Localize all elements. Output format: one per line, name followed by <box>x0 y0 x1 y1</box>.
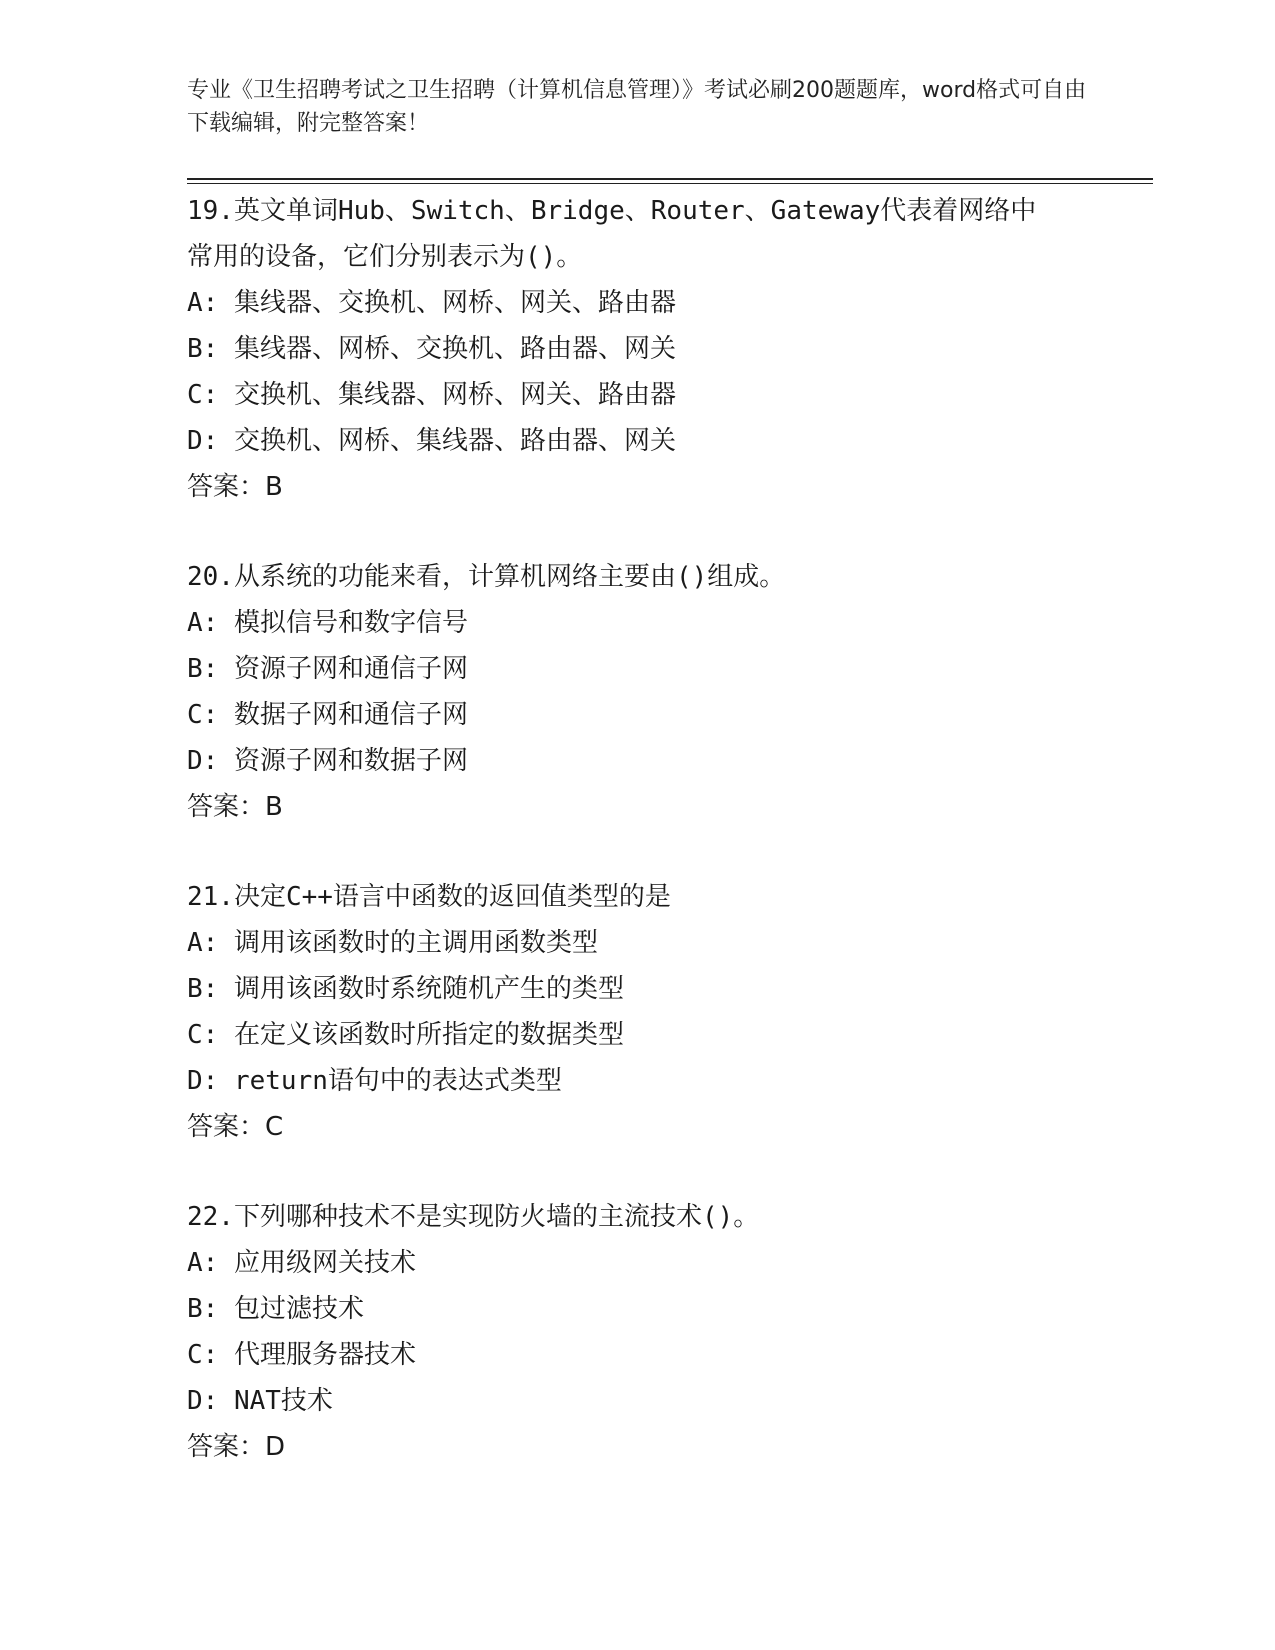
answer-label: 答案：D <box>187 1432 286 1462</box>
option-a: A: 调用该函数时的主调用函数类型 <box>187 928 598 958</box>
option-d: D: 交换机、网桥、集线器、路由器、网关 <box>187 426 676 456</box>
option-d: D: NAT技术 <box>187 1386 333 1416</box>
question-title: 22.下列哪种技术不是实现防火墙的主流技术()。 <box>187 1202 760 1232</box>
option-c: C: 代理服务器技术 <box>187 1340 416 1370</box>
question-19 <box>187 188 1087 510</box>
option-d: D: return语句中的表达式类型 <box>187 1066 562 1096</box>
option-b: B: 包过滤技术 <box>187 1294 364 1324</box>
option-a: A: 模拟信号和数字信号 <box>187 608 468 638</box>
question-20 <box>187 554 1087 830</box>
option-c: C: 交换机、集线器、网桥、网关、路由器 <box>187 380 676 410</box>
question-title: 21.决定C++语言中函数的返回值类型的是 <box>187 882 671 912</box>
document-header: 专业《卫生招聘考试之卫生招聘（计算机信息管理）》考试必刷200题题库，word格式可自由下载编辑，附完整答案！ <box>187 78 1087 136</box>
header-divider-thin <box>187 183 1153 184</box>
answer-label: 答案：B <box>187 792 283 822</box>
answer-label: 答案：C <box>187 1112 284 1142</box>
option-a: A: 集线器、交换机、网桥、网关、路由器 <box>187 288 676 318</box>
option-d: D: 资源子网和数据子网 <box>187 746 468 776</box>
header-divider-thick <box>187 178 1153 180</box>
question-title: 20.从系统的功能来看，计算机网络主要由()组成。 <box>187 562 786 592</box>
question-22 <box>187 1194 1087 1470</box>
option-a: A: 应用级网关技术 <box>187 1248 416 1278</box>
option-c: C: 在定义该函数时所指定的数据类型 <box>187 1020 624 1050</box>
answer-label: 答案：B <box>187 472 283 502</box>
option-b: B: 集线器、网桥、交换机、路由器、网关 <box>187 334 676 364</box>
option-c: C: 数据子网和通信子网 <box>187 700 468 730</box>
question-title: 19.英文单词Hub、Switch、Bridge、Router、Gateway代表着网络中常用的设备，它们分别表示为()。 <box>187 196 1037 272</box>
question-21 <box>187 874 1087 1150</box>
question-list <box>187 188 1087 1514</box>
option-b: B: 调用该函数时系统随机产生的类型 <box>187 974 624 1004</box>
option-b: B: 资源子网和通信子网 <box>187 654 468 684</box>
